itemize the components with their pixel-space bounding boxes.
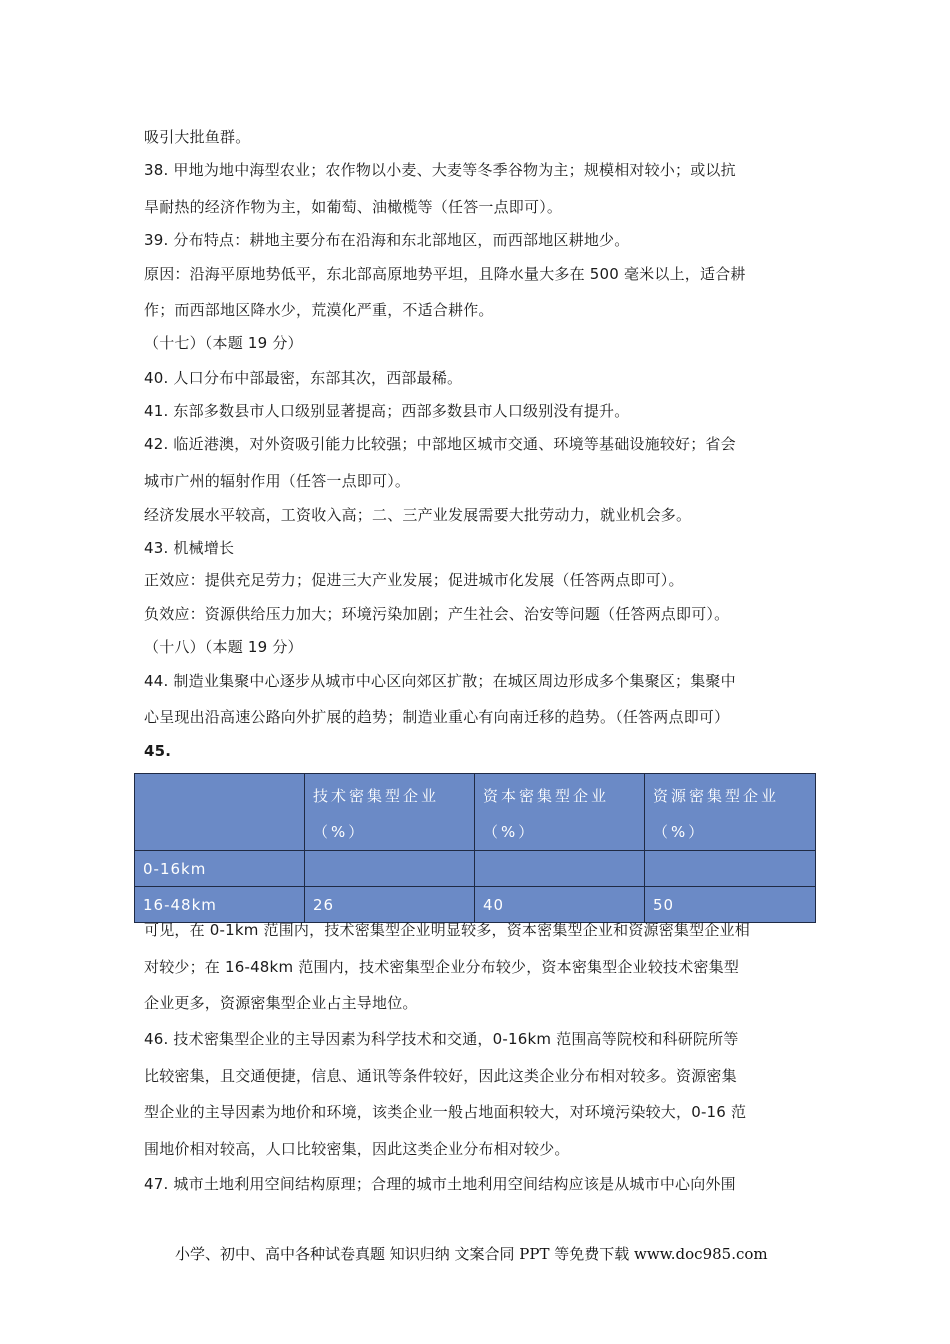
table-cell [475, 851, 645, 887]
text-line: 吸引大批鱼群。 [144, 128, 251, 146]
table-cell: 40 [475, 887, 645, 923]
text-line: 对较少；在 16-48km 范围内，技术密集型企业分布较少，资本密集型企业较技术密集型 [144, 958, 740, 976]
table-row [135, 851, 816, 887]
text-line: 正效应：提供充足劳力；促进三大产业发展；促进城市化发展（任答两点即可）。 [144, 571, 684, 589]
table-cell: 16-48km [135, 887, 305, 923]
text-line: 44. 制造业集聚中心逐步从城市中心区向郊区扩散；在城区周边形成多个集聚区；集聚中 [144, 672, 736, 690]
text-line: 可见，在 0-1km 范围内，技术密集型企业明显较多，资本密集型企业和资源密集型企业相 [144, 921, 750, 939]
text-line: 41. 东部多数县市人口级别显著提高；西部多数县市人口级别没有提升。 [144, 402, 630, 420]
text-line: 围地价相对较高，人口比较密集，因此这类企业分布相对较少。 [144, 1140, 570, 1158]
text-line: （十七）（本题 19 分） [144, 334, 303, 352]
footer-text: 小学、初中、高中各种试卷真题 知识归纳 文案合同 PPT 等免费下载 www.doc985.com [175, 1245, 768, 1263]
text-line: 46. 技术密集型企业的主导因素为科学技术和交通，0-16km 范围高等院校和科研院所等 [144, 1030, 739, 1048]
table-cell: 0-16km [135, 851, 305, 887]
text-line: （十八）（本题 19 分） [144, 638, 303, 656]
table-header-cell: 技术密集型企业（%） [305, 774, 475, 851]
table-header-cell [135, 774, 305, 851]
text-line: 比较密集，且交通便捷，信息、通讯等条件较好，因此这类企业分布相对较多。资源密集 [144, 1067, 737, 1085]
table-header-row [135, 774, 816, 851]
enterprise-distribution-table [134, 773, 816, 923]
table-cell: 26 [305, 887, 475, 923]
text-line: 原因：沿海平原地势低平，东北部高原地势平坦，且降水量大多在 500 毫米以上，适合耕 [144, 265, 746, 283]
text-line: 经济发展水平较高，工资收入高；二、三产业发展需要大批劳动力，就业机会多。 [144, 506, 692, 524]
text-line: 型企业的主导因素为地价和环境，该类企业一般占地面积较大，对环境污染较大，0-16 范 [144, 1103, 747, 1121]
text-line: 45. [144, 742, 172, 760]
text-line: 43. 机械增长 [144, 539, 235, 557]
table-cell: 50 [645, 887, 816, 923]
text-line: 39. 分布特点：耕地主要分布在沿海和东北部地区，而西部地区耕地少。 [144, 231, 630, 249]
table-row [135, 887, 816, 923]
text-line: 38. 甲地为地中海型农业；农作物以小麦、大麦等冬季谷物为主；规模相对较小；或以抗 [144, 161, 736, 179]
text-line: 企业更多，资源密集型企业占主导地位。 [144, 994, 418, 1012]
table-header-cell: 资源密集型企业（%） [645, 774, 816, 851]
text-line: 40. 人口分布中部最密，东部其次，西部最稀。 [144, 369, 463, 387]
text-line: 42. 临近港澳，对外资吸引能力比较强；中部地区城市交通、环境等基础设施较好；省会 [144, 435, 736, 453]
table-header-cell: 资本密集型企业（%） [475, 774, 645, 851]
text-line: 城市广州的辐射作用（任答一点即可）。 [144, 472, 411, 490]
text-line: 心呈现出沿高速公路向外扩展的趋势；制造业重心有向南迁移的趋势。（任答两点即可） [144, 708, 730, 726]
text-line: 旱耐热的经济作物为主，如葡萄、油橄榄等（任答一点即可）。 [144, 198, 563, 216]
text-line: 负效应：资源供给压力加大；环境污染加剧；产生社会、治安等问题（任答两点即可）。 [144, 605, 730, 623]
text-line: 47. 城市土地利用空间结构原理；合理的城市土地利用空间结构应该是从城市中心向外围 [144, 1175, 736, 1193]
table-cell [645, 851, 816, 887]
text-line: 作；而西部地区降水少，荒漠化严重，不适合耕作。 [144, 301, 494, 319]
table-cell [305, 851, 475, 887]
